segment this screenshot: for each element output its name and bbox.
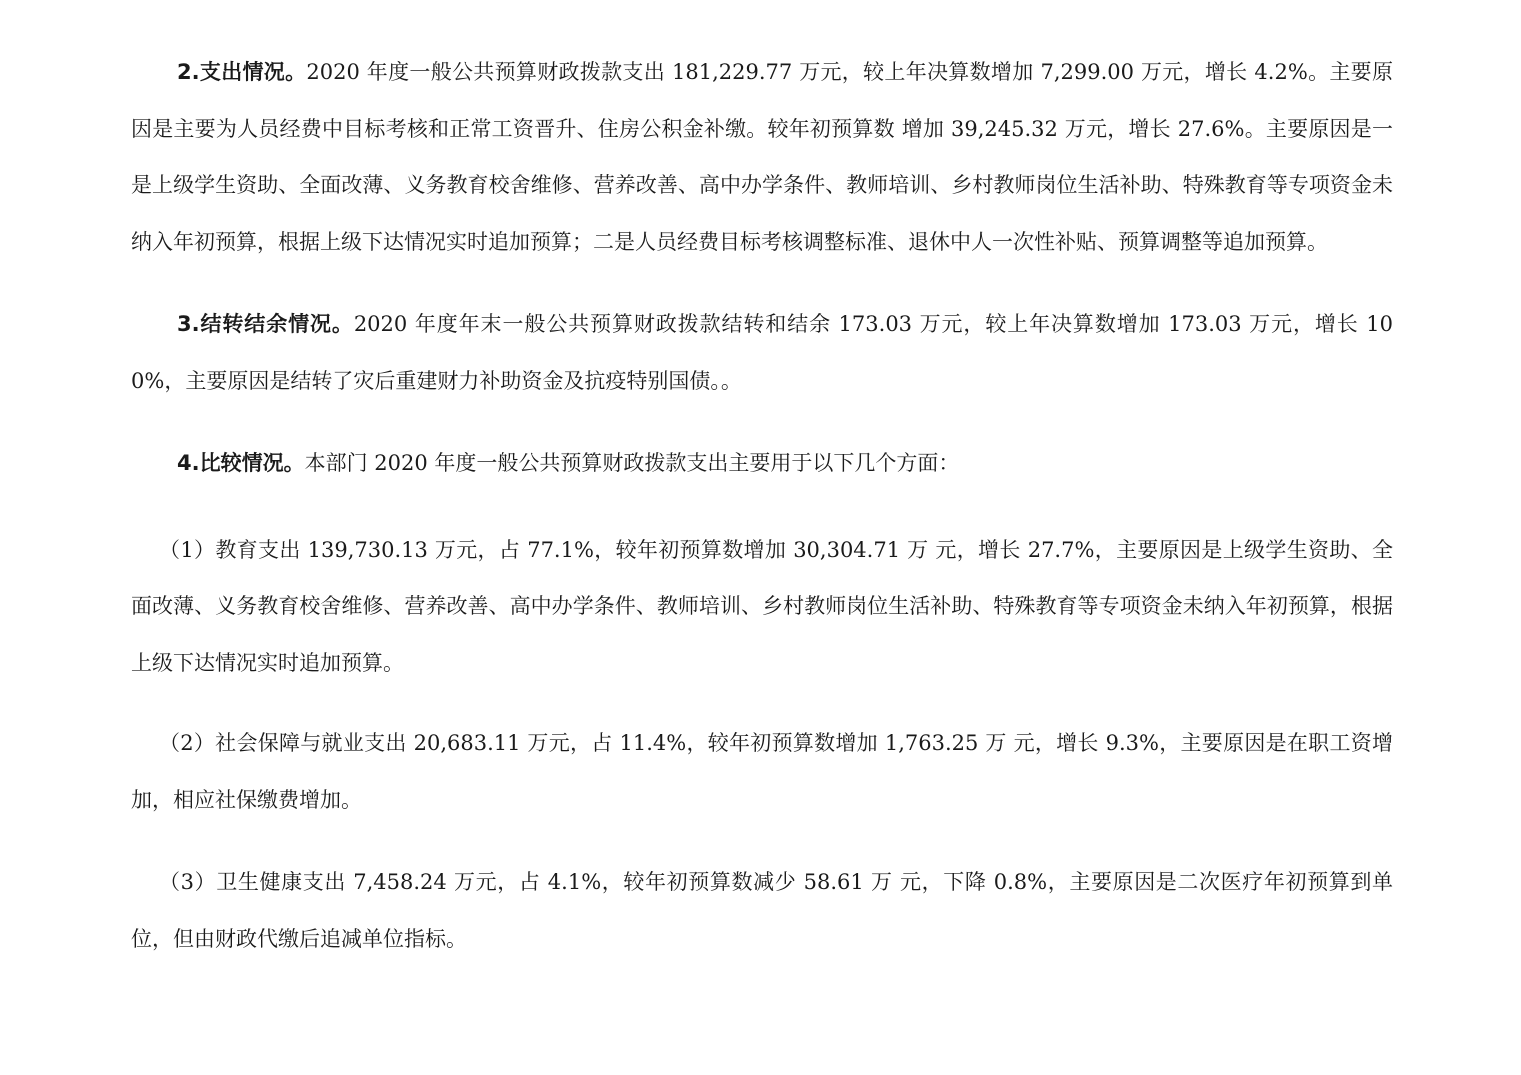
social-security-item: （2）社会保障与就业支出 20,683.11 万元，占 11.4%，较年初预算数增加 1,763.25 万 元，增长 9.3%，主要原因是在职工资增加，相应社保缴费增加。 <box>131 731 1393 812</box>
document-page <box>131 44 1393 967</box>
comparison-paragraph <box>131 435 1393 492</box>
comparison-body: 本部门 2020 年度一般公共预算财政拨款支出主要用于以下几个方面： <box>304 451 960 475</box>
carryover-heading: 3.结转结余情况。 <box>177 312 354 336</box>
carryover-body: 2020 年度年末一般公共预算财政拨款结转和结余 173.03 万元，较上年决算数增加 173.03 万元，增长 100%，主要原因是结转了灾后重建财力补助资金及抗疫特别国债。。 <box>131 312 1393 393</box>
comparison-heading: 4.比较情况。 <box>177 451 305 475</box>
education-item: （1）教育支出 139,730.13 万元，占 77.1%，较年初预算数增加 30,304.71 万 元，增长 27.7%，主要原因是上级学生资助、全面改薄、义务教育校舍维修、营养改善、高中办学条件、教师培训、乡村教师岗位生活补助、特殊教育等专项资金未纳入年初预算，根据上级下达情况实时追加预算。 <box>131 537 1393 675</box>
expenditure-body: 2020 年度一般公共预算财政拨款支出 181,229.77 万元，较上年决算数增加 7,299.00 万元，增长 4.2%。主要原因是主要为人员经费中目标考核和正常工资晋升、住房公积金补缴。较年初预算数 增加 39,245.32 万元，增长 27.6%。主要原因是一是上级学生资助、全面改薄、义务教育校舍维修、营养改善、高中办学条件、教师培训、乡村教师岗位生活补助、特殊教育等专项资金未纳入年初预算，根据上级下达情况实时追加预算；二是人员经费目标考核调整标准、退休中人一次性补贴、预算调整等追加预算。 <box>131 60 1393 254</box>
expenditure-paragraph <box>131 44 1393 270</box>
expenditure-heading: 2.支出情况。 <box>177 60 307 84</box>
health-item: （3）卫生健康支出 7,458.24 万元，占 4.1%，较年初预算数减少 58.61 万 元，下降 0.8%，主要原因是二次医疗年初预算到单位，但由财政代缴后追减单位指标。 <box>131 870 1393 951</box>
carryover-paragraph <box>131 296 1393 409</box>
